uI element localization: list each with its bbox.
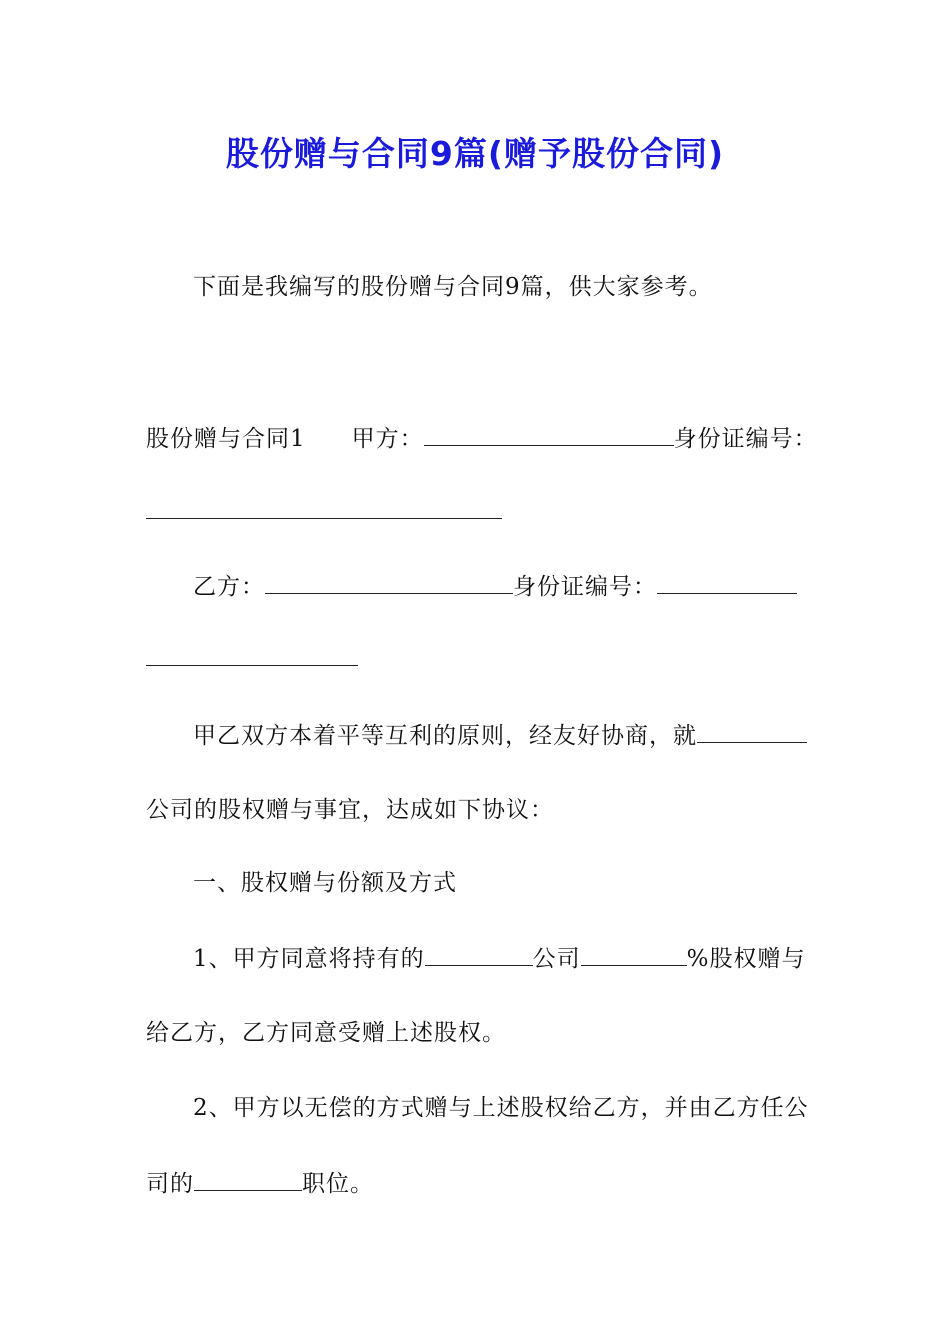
party-a-line [146, 423, 818, 454]
item-2-end-a: 司的 [146, 1171, 194, 1197]
section-1-heading [193, 868, 457, 898]
position-blank [194, 1168, 302, 1191]
item-1-start: 1、甲方同意将持有的 [193, 946, 425, 972]
item-1-line-2 [146, 1018, 506, 1048]
party-b-id-label: 身份证编号： [513, 574, 657, 600]
document-title: 股份赠与合同9篇(赠予股份合同) [225, 134, 725, 173]
item-2-line-2 [146, 1168, 374, 1199]
paragraph-1-line-1 [193, 720, 807, 751]
party-b-id-blank-start [657, 571, 797, 594]
paragraph-1-line-2 [146, 795, 554, 825]
company-blank [697, 720, 807, 743]
party-b-id-line [146, 643, 358, 674]
party-b-id-blank-end [146, 643, 358, 666]
item-2-line-1 [193, 1093, 809, 1123]
item-1-line-1 [193, 943, 806, 974]
item-2-start: 2、甲方以无偿的方式赠与上述股权给乙方，并由乙方任公 [193, 1095, 809, 1121]
item-1-end: 给乙方，乙方同意受赠上述股权。 [146, 1020, 506, 1046]
party-b-line [193, 571, 797, 602]
party-a-id-label: 身份证编号： [673, 426, 818, 452]
item-1-company: 公司 [532, 946, 581, 972]
intro-text: 下面是我编写的股份赠与合同9篇，供大家参考。 [193, 274, 713, 300]
paragraph-1-start: 甲乙双方本着平等互利的原则，经友好协商，就 [193, 723, 697, 749]
intro-paragraph [193, 272, 713, 302]
party-a-blank [424, 423, 674, 446]
party-b-blank [265, 571, 513, 594]
party-a-id-blank [146, 496, 502, 519]
item-1-percent-blank [581, 943, 687, 966]
party-a-id-line [146, 496, 502, 527]
party-a-label: 甲方： [351, 426, 424, 452]
section-1-heading-text: 一、股权赠与份额及方式 [193, 870, 457, 896]
item-1-percent: %股权赠与 [686, 946, 806, 972]
paragraph-1-end: 公司的股权赠与事宜，达成如下协议： [146, 797, 554, 823]
contract-heading: 股份赠与合同1 [146, 426, 306, 452]
item-2-end-b: 职位。 [302, 1171, 374, 1197]
item-1-company-blank [425, 943, 533, 966]
party-b-label: 乙方： [193, 574, 265, 600]
